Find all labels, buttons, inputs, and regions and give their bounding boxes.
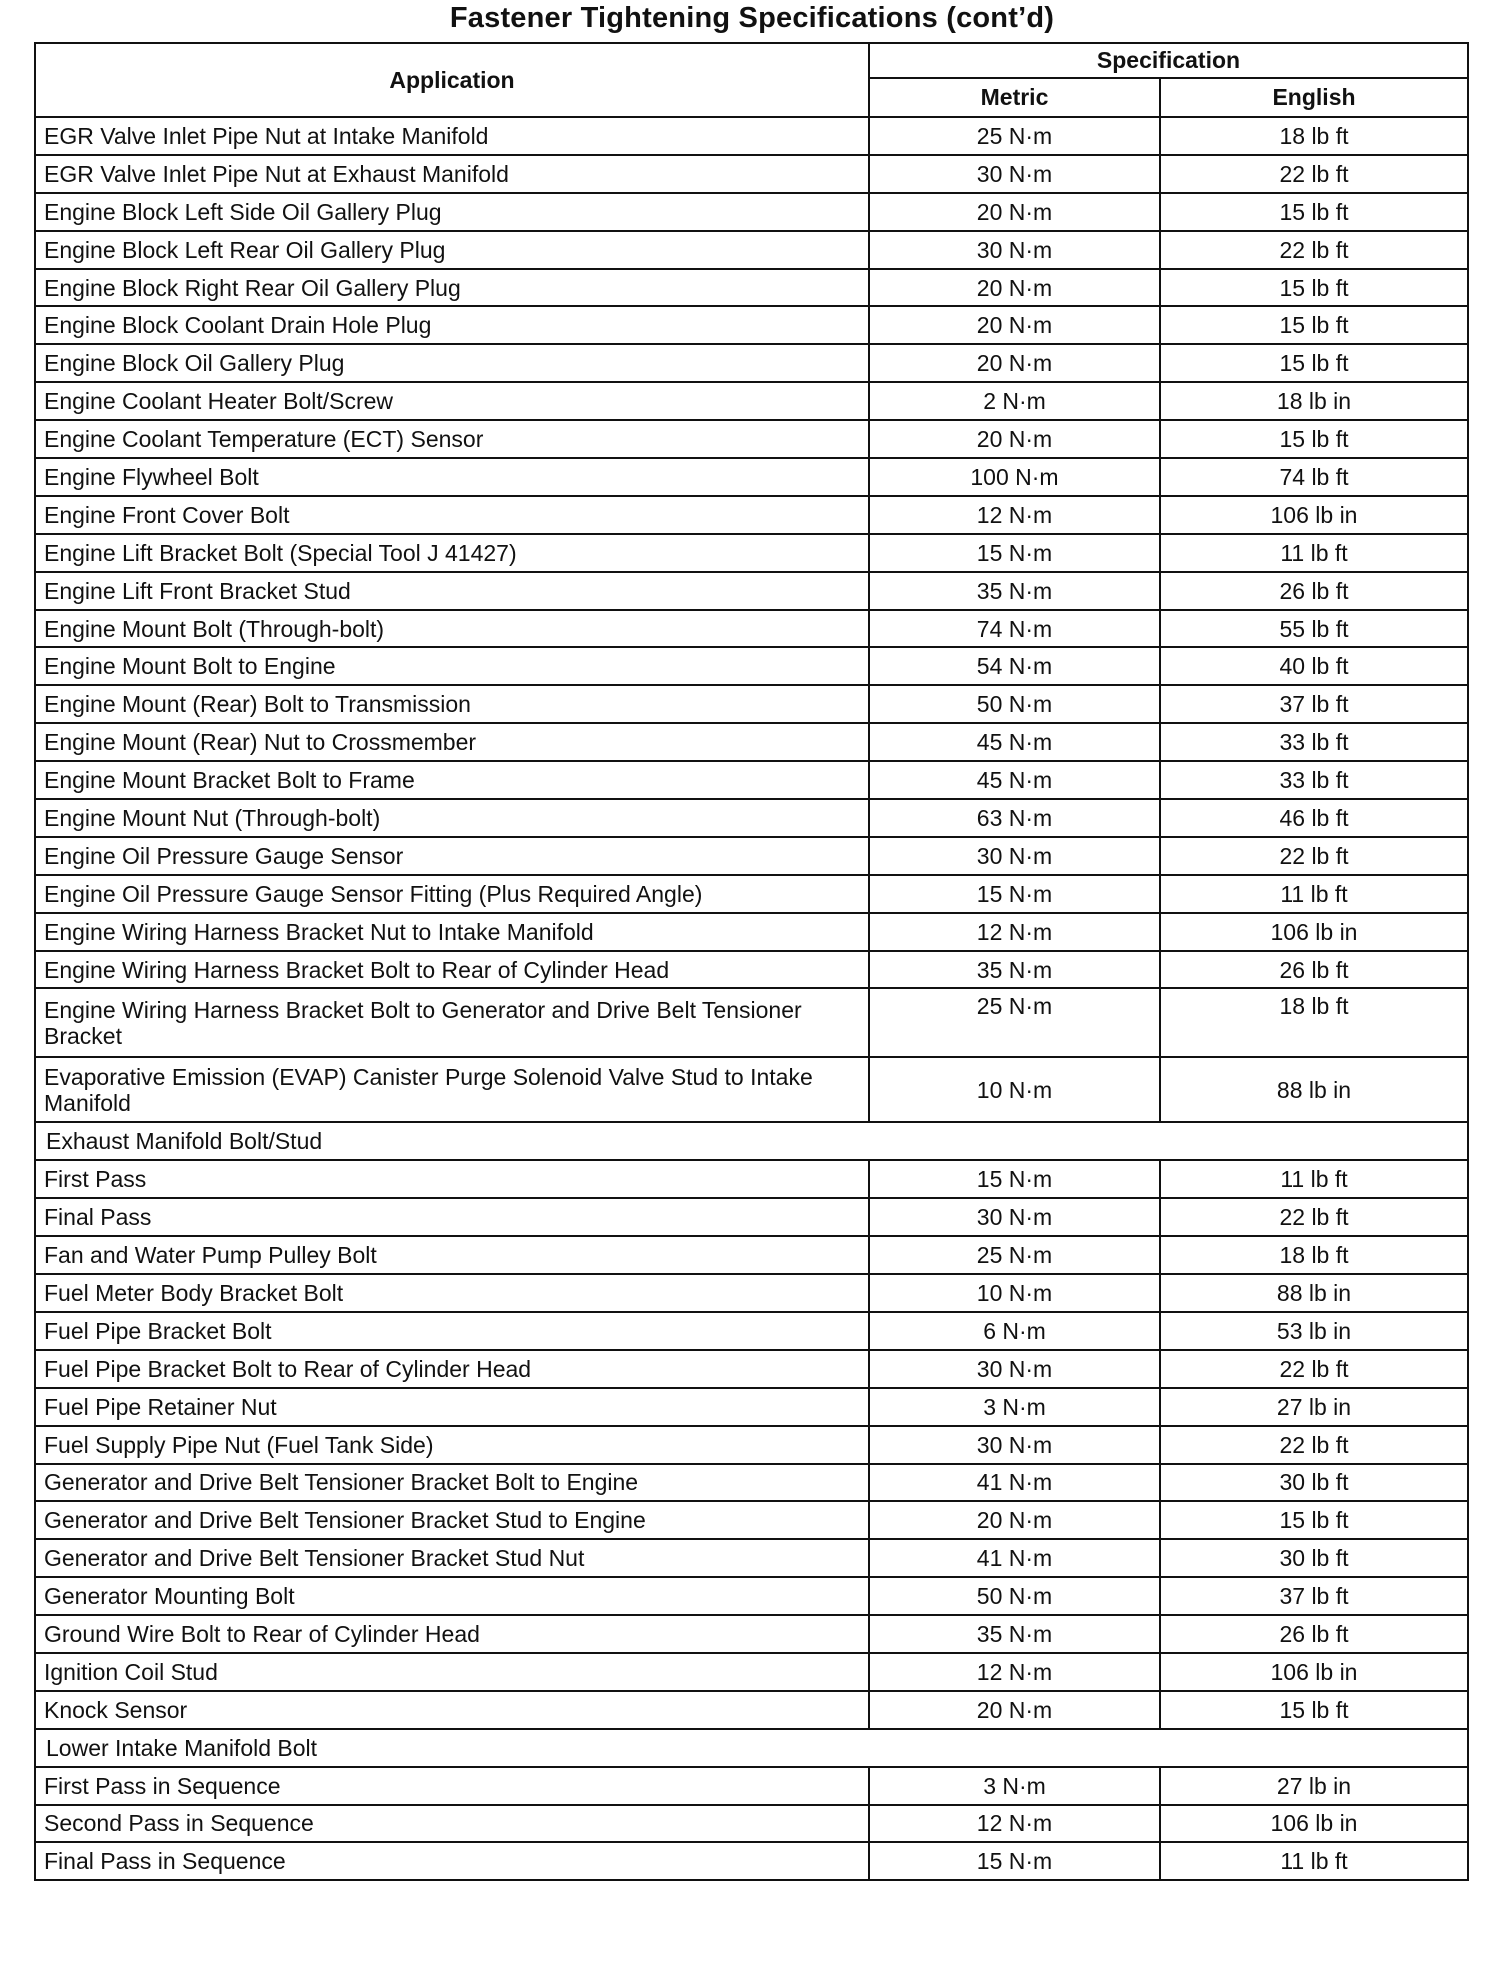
table-row	[35, 799, 1468, 837]
english-cell: 33 lb ft	[1160, 761, 1468, 799]
english-cell: 15 lb ft	[1160, 269, 1468, 307]
table-row	[35, 723, 1468, 761]
application-cell: Engine Wiring Harness Bracket Nut to Intake Manifold	[35, 913, 869, 951]
metric-cell: 35 N·m	[869, 1615, 1160, 1653]
table-row	[35, 610, 1468, 648]
table-row	[35, 1350, 1468, 1388]
table-row	[35, 1767, 1468, 1805]
application-cell: Engine Coolant Heater Bolt/Screw	[35, 382, 869, 420]
table-row	[35, 534, 1468, 572]
english-cell: 22 lb ft	[1160, 1350, 1468, 1388]
table-row	[35, 1539, 1468, 1577]
metric-cell: 20 N·m	[869, 193, 1160, 231]
table-row	[35, 1653, 1468, 1691]
application-cell: Engine Block Oil Gallery Plug	[35, 344, 869, 382]
metric-cell: 20 N·m	[869, 420, 1160, 458]
group-header-cell: Exhaust Manifold Bolt/Stud	[35, 1122, 1468, 1160]
table-row	[35, 837, 1468, 875]
table-row	[35, 647, 1468, 685]
table-row	[35, 269, 1468, 307]
metric-cell: 15 N·m	[869, 875, 1160, 913]
table-row	[35, 155, 1468, 193]
application-cell: Generator Mounting Bolt	[35, 1577, 869, 1615]
metric-cell: 35 N·m	[869, 951, 1160, 989]
spec-table-body	[35, 117, 1468, 1880]
table-row	[35, 951, 1468, 989]
metric-cell: 50 N·m	[869, 1577, 1160, 1615]
application-cell: Fuel Meter Body Bracket Bolt	[35, 1274, 869, 1312]
application-cell: Engine Mount Nut (Through-bolt)	[35, 799, 869, 837]
application-cell: Engine Flywheel Bolt	[35, 458, 869, 496]
metric-cell: 20 N·m	[869, 344, 1160, 382]
table-row	[35, 1691, 1468, 1729]
metric-cell: 15 N·m	[869, 1160, 1160, 1198]
metric-cell: 74 N·m	[869, 610, 1160, 648]
application-cell: Engine Block Coolant Drain Hole Plug	[35, 306, 869, 344]
table-row	[35, 117, 1468, 155]
metric-cell: 6 N·m	[869, 1312, 1160, 1350]
metric-cell: 10 N·m	[869, 1057, 1160, 1122]
table-row	[35, 1615, 1468, 1653]
metric-cell: 12 N·m	[869, 1653, 1160, 1691]
metric-cell: 45 N·m	[869, 761, 1160, 799]
metric-cell: 63 N·m	[869, 799, 1160, 837]
metric-cell: 50 N·m	[869, 685, 1160, 723]
header-row-spec	[35, 43, 1468, 78]
english-cell: 18 lb ft	[1160, 1236, 1468, 1274]
header-metric: Metric	[869, 78, 1160, 117]
metric-cell: 35 N·m	[869, 572, 1160, 610]
application-cell: Engine Block Left Rear Oil Gallery Plug	[35, 231, 869, 269]
table-row	[35, 1388, 1468, 1426]
english-cell: 106 lb in	[1160, 913, 1468, 951]
table-row	[35, 382, 1468, 420]
table-row	[35, 1464, 1468, 1502]
table-row	[35, 496, 1468, 534]
application-cell: Final Pass in Sequence	[35, 1842, 869, 1880]
application-cell: Engine Mount (Rear) Nut to Crossmember	[35, 723, 869, 761]
english-cell: 15 lb ft	[1160, 193, 1468, 231]
metric-cell: 45 N·m	[869, 723, 1160, 761]
metric-cell: 12 N·m	[869, 913, 1160, 951]
table-row	[35, 761, 1468, 799]
metric-cell: 2 N·m	[869, 382, 1160, 420]
english-cell: 88 lb in	[1160, 1057, 1468, 1122]
english-cell: 37 lb ft	[1160, 685, 1468, 723]
metric-cell: 30 N·m	[869, 155, 1160, 193]
table-row	[35, 1312, 1468, 1350]
english-cell: 26 lb ft	[1160, 572, 1468, 610]
metric-cell: 25 N·m	[869, 1236, 1160, 1274]
application-cell: Engine Front Cover Bolt	[35, 496, 869, 534]
metric-cell: 25 N·m	[869, 988, 1160, 1057]
application-cell: Engine Mount Bracket Bolt to Frame	[35, 761, 869, 799]
spec-table	[34, 42, 1469, 1881]
english-cell: 33 lb ft	[1160, 723, 1468, 761]
application-cell: Engine Lift Front Bracket Stud	[35, 572, 869, 610]
english-cell: 15 lb ft	[1160, 344, 1468, 382]
table-row	[35, 344, 1468, 382]
application-cell: EGR Valve Inlet Pipe Nut at Exhaust Manifold	[35, 155, 869, 193]
english-cell: 22 lb ft	[1160, 1198, 1468, 1236]
application-cell: Engine Mount Bolt (Through-bolt)	[35, 610, 869, 648]
metric-cell: 3 N·m	[869, 1767, 1160, 1805]
metric-cell: 12 N·m	[869, 496, 1160, 534]
application-cell: Generator and Drive Belt Tensioner Bracket Stud Nut	[35, 1539, 869, 1577]
group-header-row	[35, 1729, 1468, 1767]
metric-cell: 30 N·m	[869, 1426, 1160, 1464]
application-cell: Knock Sensor	[35, 1691, 869, 1729]
english-cell: 30 lb ft	[1160, 1464, 1468, 1502]
application-cell: Fuel Supply Pipe Nut (Fuel Tank Side)	[35, 1426, 869, 1464]
table-row	[35, 1160, 1468, 1198]
application-cell: Generator and Drive Belt Tensioner Bracket Stud to Engine	[35, 1501, 869, 1539]
application-cell: Engine Wiring Harness Bracket Bolt to Generator and Drive Belt Tensioner Bracket	[35, 988, 869, 1057]
metric-cell: 30 N·m	[869, 231, 1160, 269]
header-english: English	[1160, 78, 1468, 117]
english-cell: 15 lb ft	[1160, 1501, 1468, 1539]
metric-cell: 10 N·m	[869, 1274, 1160, 1312]
group-header-cell: Lower Intake Manifold Bolt	[35, 1729, 1468, 1767]
application-cell: Fuel Pipe Bracket Bolt	[35, 1312, 869, 1350]
english-cell: 15 lb ft	[1160, 306, 1468, 344]
english-cell: 27 lb in	[1160, 1767, 1468, 1805]
metric-cell: 15 N·m	[869, 534, 1160, 572]
metric-cell: 20 N·m	[869, 1501, 1160, 1539]
metric-cell: 100 N·m	[869, 458, 1160, 496]
english-cell: 37 lb ft	[1160, 1577, 1468, 1615]
table-row	[35, 193, 1468, 231]
application-cell: Second Pass in Sequence	[35, 1805, 869, 1843]
metric-cell: 30 N·m	[869, 1198, 1160, 1236]
english-cell: 11 lb ft	[1160, 534, 1468, 572]
english-cell: 27 lb in	[1160, 1388, 1468, 1426]
application-cell: Ignition Coil Stud	[35, 1653, 869, 1691]
english-cell: 26 lb ft	[1160, 951, 1468, 989]
table-row	[35, 1057, 1468, 1122]
application-cell: Engine Coolant Temperature (ECT) Sensor	[35, 420, 869, 458]
english-cell: 106 lb in	[1160, 496, 1468, 534]
application-cell: Engine Oil Pressure Gauge Sensor Fitting (Plus Required Angle)	[35, 875, 869, 913]
application-cell: Engine Mount Bolt to Engine	[35, 647, 869, 685]
english-cell: 18 lb ft	[1160, 117, 1468, 155]
english-cell: 11 lb ft	[1160, 1842, 1468, 1880]
english-cell: 18 lb ft	[1160, 988, 1468, 1057]
metric-cell: 12 N·m	[869, 1805, 1160, 1843]
application-cell: Engine Wiring Harness Bracket Bolt to Rear of Cylinder Head	[35, 951, 869, 989]
metric-cell: 25 N·m	[869, 117, 1160, 155]
application-cell: Fuel Pipe Retainer Nut	[35, 1388, 869, 1426]
application-cell: Ground Wire Bolt to Rear of Cylinder Head	[35, 1615, 869, 1653]
application-cell: Evaporative Emission (EVAP) Canister Purge Solenoid Valve Stud to Intake Manifold	[35, 1057, 869, 1122]
application-cell: Engine Oil Pressure Gauge Sensor	[35, 837, 869, 875]
header-specification: Specification	[869, 43, 1468, 78]
header-application: Application	[35, 43, 869, 117]
table-row	[35, 913, 1468, 951]
metric-cell: 41 N·m	[869, 1539, 1160, 1577]
english-cell: 18 lb in	[1160, 382, 1468, 420]
application-cell: Fuel Pipe Bracket Bolt to Rear of Cylinder Head	[35, 1350, 869, 1388]
application-cell: First Pass	[35, 1160, 869, 1198]
application-cell: Engine Lift Bracket Bolt (Special Tool J 41427)	[35, 534, 869, 572]
group-header-row	[35, 1122, 1468, 1160]
english-cell: 22 lb ft	[1160, 231, 1468, 269]
metric-cell: 30 N·m	[869, 1350, 1160, 1388]
table-row	[35, 1426, 1468, 1464]
english-cell: 30 lb ft	[1160, 1539, 1468, 1577]
table-row	[35, 988, 1468, 1057]
english-cell: 11 lb ft	[1160, 1160, 1468, 1198]
application-cell: Engine Block Right Rear Oil Gallery Plug	[35, 269, 869, 307]
english-cell: 15 lb ft	[1160, 1691, 1468, 1729]
english-cell: 22 lb ft	[1160, 837, 1468, 875]
metric-cell: 20 N·m	[869, 306, 1160, 344]
metric-cell: 54 N·m	[869, 647, 1160, 685]
table-row	[35, 231, 1468, 269]
english-cell: 11 lb ft	[1160, 875, 1468, 913]
table-row	[35, 458, 1468, 496]
english-cell: 26 lb ft	[1160, 1615, 1468, 1653]
english-cell: 106 lb in	[1160, 1805, 1468, 1843]
table-row	[35, 1236, 1468, 1274]
english-cell: 15 lb ft	[1160, 420, 1468, 458]
table-row	[35, 1842, 1468, 1880]
application-cell: EGR Valve Inlet Pipe Nut at Intake Manifold	[35, 117, 869, 155]
metric-cell: 20 N·m	[869, 1691, 1160, 1729]
table-row	[35, 572, 1468, 610]
english-cell: 88 lb in	[1160, 1274, 1468, 1312]
table-row	[35, 1501, 1468, 1539]
english-cell: 22 lb ft	[1160, 1426, 1468, 1464]
metric-cell: 15 N·m	[869, 1842, 1160, 1880]
english-cell: 106 lb in	[1160, 1653, 1468, 1691]
english-cell: 53 lb in	[1160, 1312, 1468, 1350]
english-cell: 55 lb ft	[1160, 610, 1468, 648]
application-cell: Final Pass	[35, 1198, 869, 1236]
table-row	[35, 1274, 1468, 1312]
application-cell: Engine Mount (Rear) Bolt to Transmission	[35, 685, 869, 723]
table-row	[35, 306, 1468, 344]
table-row	[35, 1805, 1468, 1843]
table-row	[35, 685, 1468, 723]
table-row	[35, 1577, 1468, 1615]
english-cell: 74 lb ft	[1160, 458, 1468, 496]
english-cell: 46 lb ft	[1160, 799, 1468, 837]
metric-cell: 41 N·m	[869, 1464, 1160, 1502]
page-title: Fastener Tightening Specifications (cont’d)	[449, 2, 1055, 34]
table-row	[35, 1198, 1468, 1236]
application-cell: Engine Block Left Side Oil Gallery Plug	[35, 193, 869, 231]
metric-cell: 30 N·m	[869, 837, 1160, 875]
metric-cell: 20 N·m	[869, 269, 1160, 307]
table-row	[35, 875, 1468, 913]
application-cell: Fan and Water Pump Pulley Bolt	[35, 1236, 869, 1274]
application-cell: First Pass in Sequence	[35, 1767, 869, 1805]
english-cell: 40 lb ft	[1160, 647, 1468, 685]
table-row	[35, 420, 1468, 458]
english-cell: 22 lb ft	[1160, 155, 1468, 193]
application-cell: Generator and Drive Belt Tensioner Bracket Bolt to Engine	[35, 1464, 869, 1502]
metric-cell: 3 N·m	[869, 1388, 1160, 1426]
